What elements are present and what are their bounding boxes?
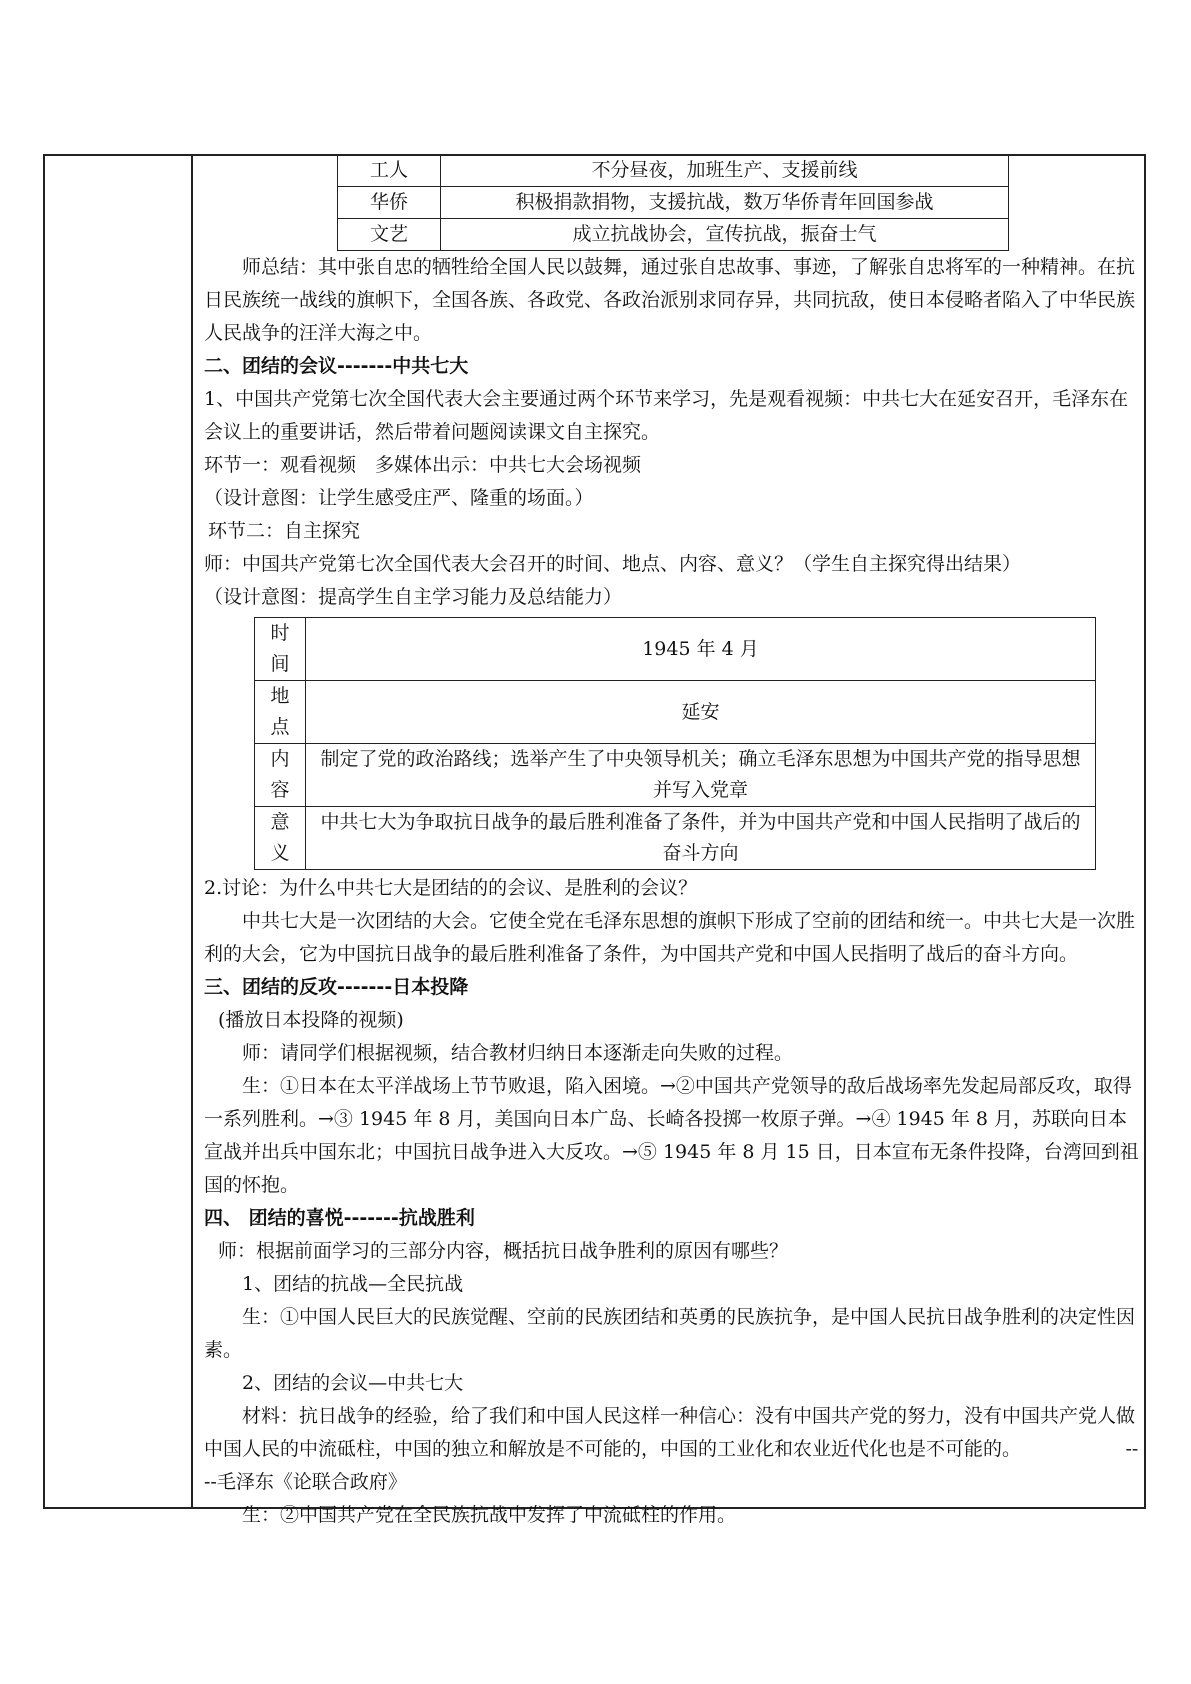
group-support-table	[337, 154, 1009, 251]
table-cell-key: 意义	[255, 807, 306, 870]
table-cell-value: 积极捐款捐物，支援抗战，数万华侨青年回国参战	[441, 187, 1009, 219]
table-row	[255, 744, 1096, 807]
paragraph: 师总结：其中张自忠的牺牲给全国人民以鼓舞，通过张自忠故事、事迹，了解张自忠将军的一种精神。在抗日民族统一战线的旗帜下，全国各族、各政党、各政治派别求同存异，共同抗敌，使日本侵略者陷入了中华民族人民战争的汪洋大海之中。	[204, 256, 1136, 344]
paragraph: 生：①日本在太平洋战场上节节败退，陷入困境。→②中国共产党领导的敌后战场率先发起局部反攻，取得一系列胜利。→③ 1945 年 8 月，美国向日本广岛、长崎各投掷一枚原子弹。→④ 1945 年 8 月，苏联向日本宣战并出兵中国东北；中国抗日战争进入大反攻。→⑤ 1945 年 8 月 15 日，日本宣布无条件投降，台湾回到祖国的怀抱。	[204, 1075, 1139, 1196]
table-row	[338, 155, 1009, 187]
table-row	[255, 618, 1096, 681]
section-heading: 三、团结的反攻-------日本投降	[204, 976, 469, 998]
lesson-content	[204, 154, 1139, 1532]
paragraph: 中共七大是一次团结的大会。它使全党在毛泽东思想的旗帜下形成了空前的团结和统一。中共七大是一次胜利的大会，它为中国抗日战争的最后胜利准备了条件，为中国共产党和中国人民指明了战后的奋斗方向。	[204, 910, 1136, 965]
paragraph: （设计意图：提高学生自主学习能力及总结能力）	[204, 586, 623, 608]
paragraph: （设计意图：让学生感受庄严、隆重的场面。）	[204, 487, 594, 509]
paragraph: 环节一：观看视频 多媒体出示：中共七大会场视频	[204, 454, 642, 476]
table-row	[255, 681, 1096, 744]
section-heading: 四、 团结的喜悦-------抗战胜利	[204, 1207, 475, 1229]
table-cell-value: 延安	[306, 681, 1096, 744]
paragraph: (播放日本投降的视频)	[218, 1009, 404, 1031]
table-cell-key: 文艺	[338, 219, 441, 251]
paragraph: 师：请同学们根据视频，结合教材归纳日本逐渐走向失败的过程。	[242, 1042, 794, 1064]
table-cell-key: 华侨	[338, 187, 441, 219]
paragraph: 生：①中国人民巨大的民族觉醒、空前的民族团结和英勇的民族抗争，是中国人民抗日战争胜利的决定性因素。	[204, 1306, 1136, 1361]
table-cell-value: 中共七大为争取抗日战争的最后胜利准备了条件，并为中国共产党和中国人民指明了战后的奋斗方向	[306, 807, 1096, 870]
table-cell-value: 成立抗战协会，宣传抗战，振奋士气	[441, 219, 1009, 251]
table-row	[338, 187, 1009, 219]
section-heading: 二、团结的会议-------中共七大	[204, 355, 469, 377]
table-cell-key: 工人	[338, 155, 441, 187]
table-cell-value: 不分昼夜，加班生产、支援前线	[441, 155, 1009, 187]
paragraph: 生：②中国共产党在全民族抗战中发挥了中流砥柱的作用。	[242, 1504, 737, 1526]
table-cell-key: 地点	[255, 681, 306, 744]
table-row	[255, 807, 1096, 870]
paragraph: 1、中国共产党第七次全国代表大会主要通过两个环节来学习，先是观看视频：中共七大在延安召开，毛泽东在会议上的重要讲话，然后带着问题阅读课文自主探究。	[204, 388, 1129, 443]
paragraph: 2.讨论：为什么中共七大是团结的的会议、是胜利的会议？	[204, 877, 698, 899]
congress-summary-table	[254, 617, 1096, 870]
column-divider	[191, 154, 193, 1509]
table-cell-key: 时间	[255, 618, 306, 681]
paragraph: 师：中国共产党第七次全国代表大会召开的时间、地点、内容、意义？（学生自主探究得出结果）	[204, 553, 1022, 575]
table-cell-value: 制定了党的政治路线；选举产生了中央领导机关；确立毛泽东思想为中国共产党的指导思想并写入党章	[306, 744, 1096, 807]
paragraph: 2、团结的会议—中共七大	[242, 1372, 464, 1394]
table-row	[338, 219, 1009, 251]
paragraph: 材料：抗日战争的经验，给了我们和中国人民这样一种信心：没有中国共产党的努力，没有中国共产党人做中国人民的中流砥柱，中国的独立和解放是不可能的，中国的工业化和农业近代化也是不可能的。 ----毛泽东《论联合政府》	[204, 1405, 1139, 1493]
table-cell-value: 1945 年 4 月	[306, 618, 1096, 681]
paragraph: 1、团结的抗战—全民抗战	[242, 1273, 464, 1295]
paragraph: 环节二：自主探究	[208, 520, 361, 542]
paragraph: 师：根据前面学习的三部分内容，概括抗日战争胜利的原因有哪些？	[218, 1240, 789, 1262]
table-cell-key: 内容	[255, 744, 306, 807]
